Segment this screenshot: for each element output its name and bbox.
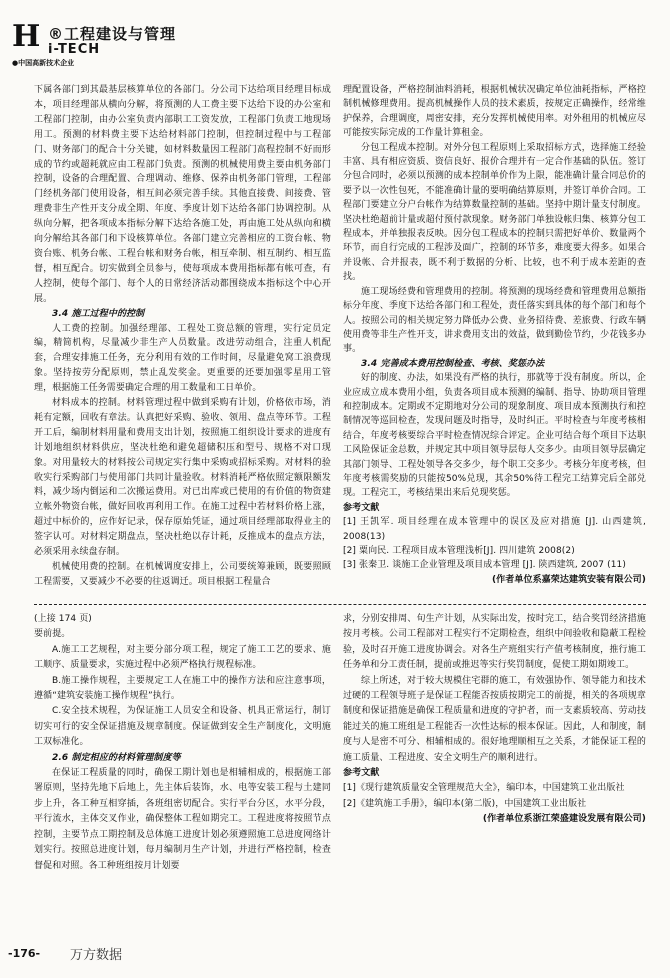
paragraph: A.施工工艺规程，对主要分部分项工程，规定了施工工艺的要求、施工顺序、质量要求，实施过程中必须严格执行规程标准。 [34, 644, 331, 671]
article-divider [34, 604, 646, 605]
paragraph: C.安全技术规程，为保证施工人员安全和设备、机具正常运行，制订切实可行的安全保证措施及规章制度。保证做到安全生产制度化，文明施工双标准化。 [34, 706, 331, 748]
paragraph: 好的制度、办法，如果没有严格的执行，那就等于没有制度。所以，企业应成立成本费用小组，负责各项目成本预测的编制、指导、协助项目管理和控制成本。定期或不定期地对分公司的现象制度、项目成本预测执行和控制情况等巡回检查，发现问题及时指导，及时纠正。平时检查与年度考核相结合，年度考核要综合平时检查情况综合评定。企业可结合每个项目下达职工风险保证金总数，并规定其中项目领导层每人交多少。由项目领导层确定其部门领导、工程处领导各交多少，每个职工交多少。考核分年度考核，但年度考核需奖励的只能按50%兑现，其余50%待工程完工结算完后全部兑现。工程完工，考核结果出来后兑现奖惩。 [343, 373, 646, 499]
paragraph: 分包工程成本控制。对外分包工程原则上采取招标方式，选择施工经验丰富、具有相应资质、资信良好、报价合理并有一定合作基础的队伍。签订分包合同时，必须以预测的成本控制单价作为上限，能准确计量合同总价的要予以一次性包死，不能准确计量的要明确结算原则，并签订单价合同。工程部门要建立分户台帐作为结算数量控制的基础。坚持中期计量支付制度。坚决杜绝超前计量或超付预付款现象。财务部门单独设帐归集、核算分包工程成本，并单独报表反映。因分包工程成本的控制只需把好单价、数量两个环节，而自行完成的工程涉及面广，控制的环节多，难度要大得多。如果合并设帐、合并报表，既不利于数据的分析、比较，也不利于成本差距的查找。 [343, 142, 646, 283]
reference-item: [1]《现行建筑质量安全管理规范大全》，编印本，中国建筑工业出版社 [343, 783, 625, 794]
author-affiliation: (作者单位系嘉荣达建筑安装有限公司) [491, 574, 646, 585]
paragraph: 下属各部门到其最基层核算单位的各部门。分公司下达给项目经理目标成本，项目经理部从横向分解，将预测的人工费主要下达给下设的办公室和工程部门控制，由办公室负责内部职工工资发放，工程部门负责工地现场用工。预测的材料费主要下达给材料部门控制，但控制过程中与工程部门、财务部门的配合十分关键，如材料数量因工程部门高程控制不好而形成的节约或超耗就应由工程部门负责。预测的机械使用费主要由机务部门控制，设备的合理配置、合理调动、维修、保养由机务部门管理，工程部门经机务部门使用设备，相互间必须完善手续。其他直接费、间接费、管理费非生产性开支分成全期、年度、季度计划下达给各部门协调控制。从纵向分解，把各项成本指标分解下达给各施工处，再由施工处从纵向和横向分解给其各部门和下设核算单位。各部门建立完善相应的工资台帐、物资台账、机务台帐、工程台帐和财务台帐，相互牵制、相互制约、相互监督，相互配合。切实做到全员参与，使每项成本费用指标都有帐可查，有人控制，使每个部门、每个人的日常经济活动都围绕成本指标这个中心开展。 [34, 85, 331, 304]
paragraph: 机械使用费的控制。在机械调度安排上，公司要统筹兼顾，既要照顾工程需要，又要减少不必要的往返调迁。项目根据工程量合 [34, 562, 331, 587]
reference-item: [1] 王凯军. 项目经理在成本管理中的误区及应对措施 [J]. 山西建筑, 2008(13) [343, 517, 646, 542]
reference-item: [3] 张秦卫. 谈施工企业管理及项目成本管理 [J]. 陕西建筑, 2007 (11) [343, 560, 626, 571]
paragraph: (上接 174 页) [34, 614, 92, 624]
page-number: -176- [8, 947, 41, 960]
bottom-right-column [343, 612, 646, 932]
paragraph: 要前提。 [34, 629, 71, 640]
paragraph: 综上所述，对于较大规模住宅群的施工，有效强协作、领导能力和技术过硬的工程领导班子是保证工程能否按质按期完工的前提，相关的各项规章制度和保证措施是确保工程质量和进度的守护者，而一支素质较高、劳动技能过关的施工班组是工程能否一次性达标的根本保证。因此，人和制度，制度与人是密不可分、相辅相成的。很好地理顺相互之关系，才能保证工程的施工质量、工程进度、安全文明生产的顺利进行。 [343, 675, 646, 763]
references-heading: 参考文献 [343, 768, 380, 779]
paragraph: 人工费的控制。加强经理部、工程处工资总额的管理，实行定员定编，精简机构，尽量减少非生产人员数量。改进劳动组合，注重人机配套，合理安排施工任务，充分利用有效的工作时间，尽量避免窝工浪费现象。坚持按劳分配原则，禁止乱发奖金。更重要的还要加强零星用工管理，根据施工任务需要确定合理的用工数量和工日单价。 [34, 323, 331, 394]
reference-item: [2]《建筑施工手册》，编印本(第二版)，中国建筑工业出版社 [343, 798, 587, 809]
paragraph: 在保证工程质量的同时，确保工期计划也是相辅相成的，根据施工部署原则，坚持先地下后地上，先主体后装饰，水、电等安装工程与土建同步上升，各工种互相穿插，各班组密切配合。实行平台分区，水平分段，平行流水，主体交叉作业，确保整体工程如期完工。工程进度将按照节点控制，主要节点工期控制及总体施工进度计划必须遵照施工总进度网络计划实行。按照总进度计划，每月编制月生产计划，并进行严格控制，检查督促和对照。各工种班组按月计划要 [34, 768, 331, 871]
top-left-column [34, 83, 331, 593]
paragraph: B.施工操作规程，主要规定工人在施工中的操作方法和应注意事项，遵循“建筑安装施工操作规程”执行。 [34, 675, 331, 702]
author-affiliation: (作者单位系浙江荣盛建设发展有限公司) [482, 814, 646, 825]
bottom-left-column [34, 612, 331, 932]
paragraph: 施工现场经费和管理费用的控制。将预测的现场经费和管理费用总额指标分年度、季度下达给各部门和工程处，责任落实到具体的每个部门和每个人。按照公司的相关规定努力降低办公费、业务招待费、差旅费、行政车辆使用费等非生产性开支，讲求费用支出的效益，做到勤俭节约，少花钱多办事。 [343, 286, 646, 355]
section-heading: 3.4 完善成本费用控制检查、考核、奖惩办法 [361, 358, 545, 369]
section-heading: 2.6 制定相应的材料管理制度等 [52, 752, 181, 763]
journal-title-en: i-TECH [48, 42, 101, 57]
journal-subtitle: ●中国高新技术企业 [12, 59, 75, 67]
top-right-column [343, 83, 646, 593]
watermark: 万方数据 [70, 948, 123, 963]
journal-title-cn: ®工程建设与管理 [48, 25, 177, 43]
reference-item: [2] 粟向民. 工程项目成本管理浅析[J]. 四川建筑 2008(2) [343, 546, 575, 556]
paragraph: 求，分别安排周、旬生产计划，从实际出发，按时完工，结合奖罚经济措施按月考核。公司工程部对工程实行不定期检查，组织中间验收和隐蔽工程检验，及时召开施工进度协调会。对各生产班组实行产值考核制度，推行施工任务单和分工责任制，提前或推迟等实行奖罚制度，促使工期如期竣工。 [343, 614, 646, 671]
paragraph: 材料成本的控制。材料管理过程中做到采购有计划，价格依市场，消耗有定额，回收有章法。认真把好采购、验收、领用、盘点等环节。工程开工后，编制材料用量和费用支出计划，按照施工组织设计要求的进度有计划地组织材料供应，坚决杜绝和避免超储积压和型号、规格不对口现象。对用量较大的材料按公司规定实行集中采购或招标采购。对材料的验收实行采购部门与使用部门共同计量验收。材料消耗严格依照定额限额发料，减少场内倒运和二次搬运费用。对已出库或已使用的有价值的物资建立帐外物资台帐，做好回收再利用工作。在施工过程中若材料价格上涨，超过中标价的，应作好记录，保存原始凭证，通过项目经理部取得业主的签字认可。对材料定期盘点，坚决杜绝以存计耗，反推成本的盘点方法，必须采用永续盘存制。 [34, 398, 331, 558]
section-heading: 3.4 施工过程中的控制 [52, 308, 145, 319]
logo-mark: H [12, 19, 39, 54]
references-heading: 参考文献 [343, 502, 380, 513]
paragraph: 理配置设备，严格控制油料消耗，根据机械状况确定单位油耗指标，严格控制机械修理费用。提高机械操作人员的技术素质，按规定正确操作，经常维护保养，合理调度，周密安排，充分发挥机械使用率。对外租用的机械应尽可能按实际完成的工作量计算租金。 [343, 85, 646, 139]
journal-logo [8, 20, 218, 74]
